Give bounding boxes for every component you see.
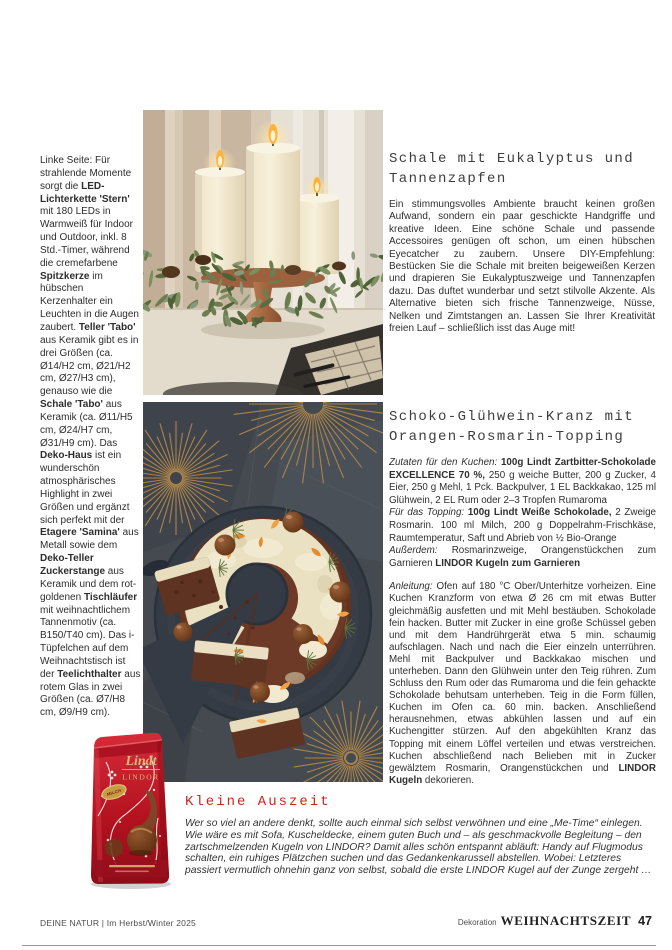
lindor-bag-photo xyxy=(84,726,176,890)
section-auszeit xyxy=(185,792,653,877)
left-caption-column: Linke Seite: Für strahlende Momente sorgt die LED-Lichterkette 'Stern' mit 180 LEDs in Warmweiß für Indoor und Outdoor, inkl. 8 Std.-Timer, während die cremefarbene Spitzkerze im hübschen Kerzenhalter ein Leuchten in die Augen zaubert. Teller 'Tabo' aus Keramik gibt es in drei Größen (ca. Ø14/H2 cm, Ø21/H2 cm, Ø27/H3 cm), genauso wie die Schale 'Tabo' aus Keramik (ca. Ø11/H5 cm, Ø24/H7 cm, Ø31/H9 cm). Das Deko-Haus ist ein wunderschön atmosphärisches Highlight in zwei Größen und ergänzt sich perfekt mit der Etagere 'Samina' aus Metall sowie dem Deko-Teller Zuckerstange aus Keramik und dem rot-goldenen Tischläufer mit weihnachtlichem Tannenmotiv (ca. B150/T40 cm). Das i-Tüpfelchen auf dem Weihnachtstisch ist der Teelichthalter aus rotem Glas in zwei Größen (ca. Ø7/H8 cm, Ø9/H9 cm). xyxy=(40,155,141,719)
section-auszeit-title: Kleine Auszeit xyxy=(185,794,331,810)
footer-section-title: WEIHNACHTSZEIT xyxy=(500,913,632,928)
svg-text:MILCH: MILCH xyxy=(106,787,122,797)
bag-bottom-band xyxy=(97,860,167,877)
ingredients-topping: Für das Topping: 100g Lindt Weiße Schokolade, 2 Zweige Rosmarin. 100 ml Milch, 200 g Doppelrahm-Frischkäse, Raumtemperatur, Saft und Abrieb von ½ Bio-Orange xyxy=(389,507,656,544)
recipe-ingredients xyxy=(389,457,656,570)
recipe-instructions: Anleitung: Ofen auf 180 °C Ober/Unterhitze vorheizen. Eine Kuchen Kranzform von etwa Ø 26 cm mit etwas Butter gleichmäßig ausfetten und mit Mehl bestäuben. Schokolade fein hacken. Butter mit Zucker in eine große Schüssel geben und mit dem Handrührgerät etwa 5 min. schaumig aufschlagen. Nach und nach die Eier einzeln unterrühren. Mehl mit Backpulver und Backkakao mischen und unterheben. Dann den Glühwein unter den Teig rühren. Zum Schluss den Rum oder das Rumaroma und die fein gehackte Schokolade behutsam unterheben. Teig in die Form füllen, Kuchen im Ofen ca. 60 min. backen. Anschließend herausnehmen, etwas abkühlen lassen und auf ein Kuchengitter stürzen. Auf den abgekühlten Kranz das Topping mit einem Löffel verteilen und etwas verstreichen. Kuchen abschließend nach Belieben mit in Zucker gewälztem Rosmarin, Orangenstückchen und LINDOR Kugeln dekorieren. xyxy=(389,581,656,786)
ingredients-extra: Außerdem: Rosmarinzweige, Orangenstückchen zum Garnieren LINDOR Kugeln zum Garnieren xyxy=(389,545,657,569)
footer-section-label: Dekoration xyxy=(457,918,497,927)
section-schale-title: Schale mit Eukalyptus und Tannenzapfen xyxy=(389,151,635,187)
page-number: 47 xyxy=(638,914,652,928)
lindt-logo-text: Lindt xyxy=(125,754,157,769)
ingredients-cake: Zutaten für den Kuchen: 100g Lindt Zartbitter-Schokolade EXCELLENCE 70 %, 250 g weiche Butter, 200 g Zucker, 4 Eier, 250 g Mehl, 1 Pck. Backpulver, 1 EL Backkakao, 125 ml Glühwein, 2 EL Rum oder 2–3 Tropfen Rumaroma xyxy=(389,457,656,506)
section-schale-body: Ein stimmungsvolles Ambiente braucht keinen großen Aufwand, sondern ein paar geschickte Handgriffe und kreative Ideen. Eine schöne Schale und passende Accessoires genügen oft schon, um einen hübschen Eyecatcher zu zaubern. Unsere DIY-Empfehlung: Bestücken Sie die Schale mit breiten beigeweißen Kerzen und drapieren Sie Eukalyptuszweige und Tannenzapfen dazu. Das duftet wunderbar und setzt stilvolle Akzente. Als Alternative bieten sich frische Tannenzweige, Nüsse, Nelken und Zimtstangen an. Lassen Sie Ihrer Kreativität freien Lauf – schließlich isst das Auge mit! xyxy=(389,199,655,335)
lindor-logo-text: LINDOR xyxy=(122,772,160,782)
section-schale xyxy=(389,149,655,335)
footer-magazine-info: DEINE NATUR | Im Herbst/Winter 2025 xyxy=(40,918,196,928)
cake-photo xyxy=(143,402,383,782)
section-auszeit-body: Wer so viel an andere denkt, sollte auch einmal sich selbst verwöhnen und eine „Me-Time“ einlegen. Wie wäre es mit Sofa, Kuscheldecke, einem guten Buch und – als geschmackvolle Begleitung – den zartschmelzenden Kugeln von LINDOR? Damit alles schön entspannt abläuft: Handy auf Flugmodus schalten, ein ruhiges Plätzchen suchen und das Gedankenkarussell abstellen. Wobei: Letzteres passiert vermutlich ohnehin ganz von selbst, sobald die erste LINDOR Kugel auf der Zunge zergeht … xyxy=(185,818,652,877)
footer-rule xyxy=(22,945,656,946)
candles-photo xyxy=(143,110,383,395)
footer-section-info xyxy=(458,913,652,929)
section-kranz xyxy=(389,407,656,787)
section-kranz-title: Schoko-Glühwein-Kranz mit Orangen-Rosmarin-Topping xyxy=(389,409,635,445)
